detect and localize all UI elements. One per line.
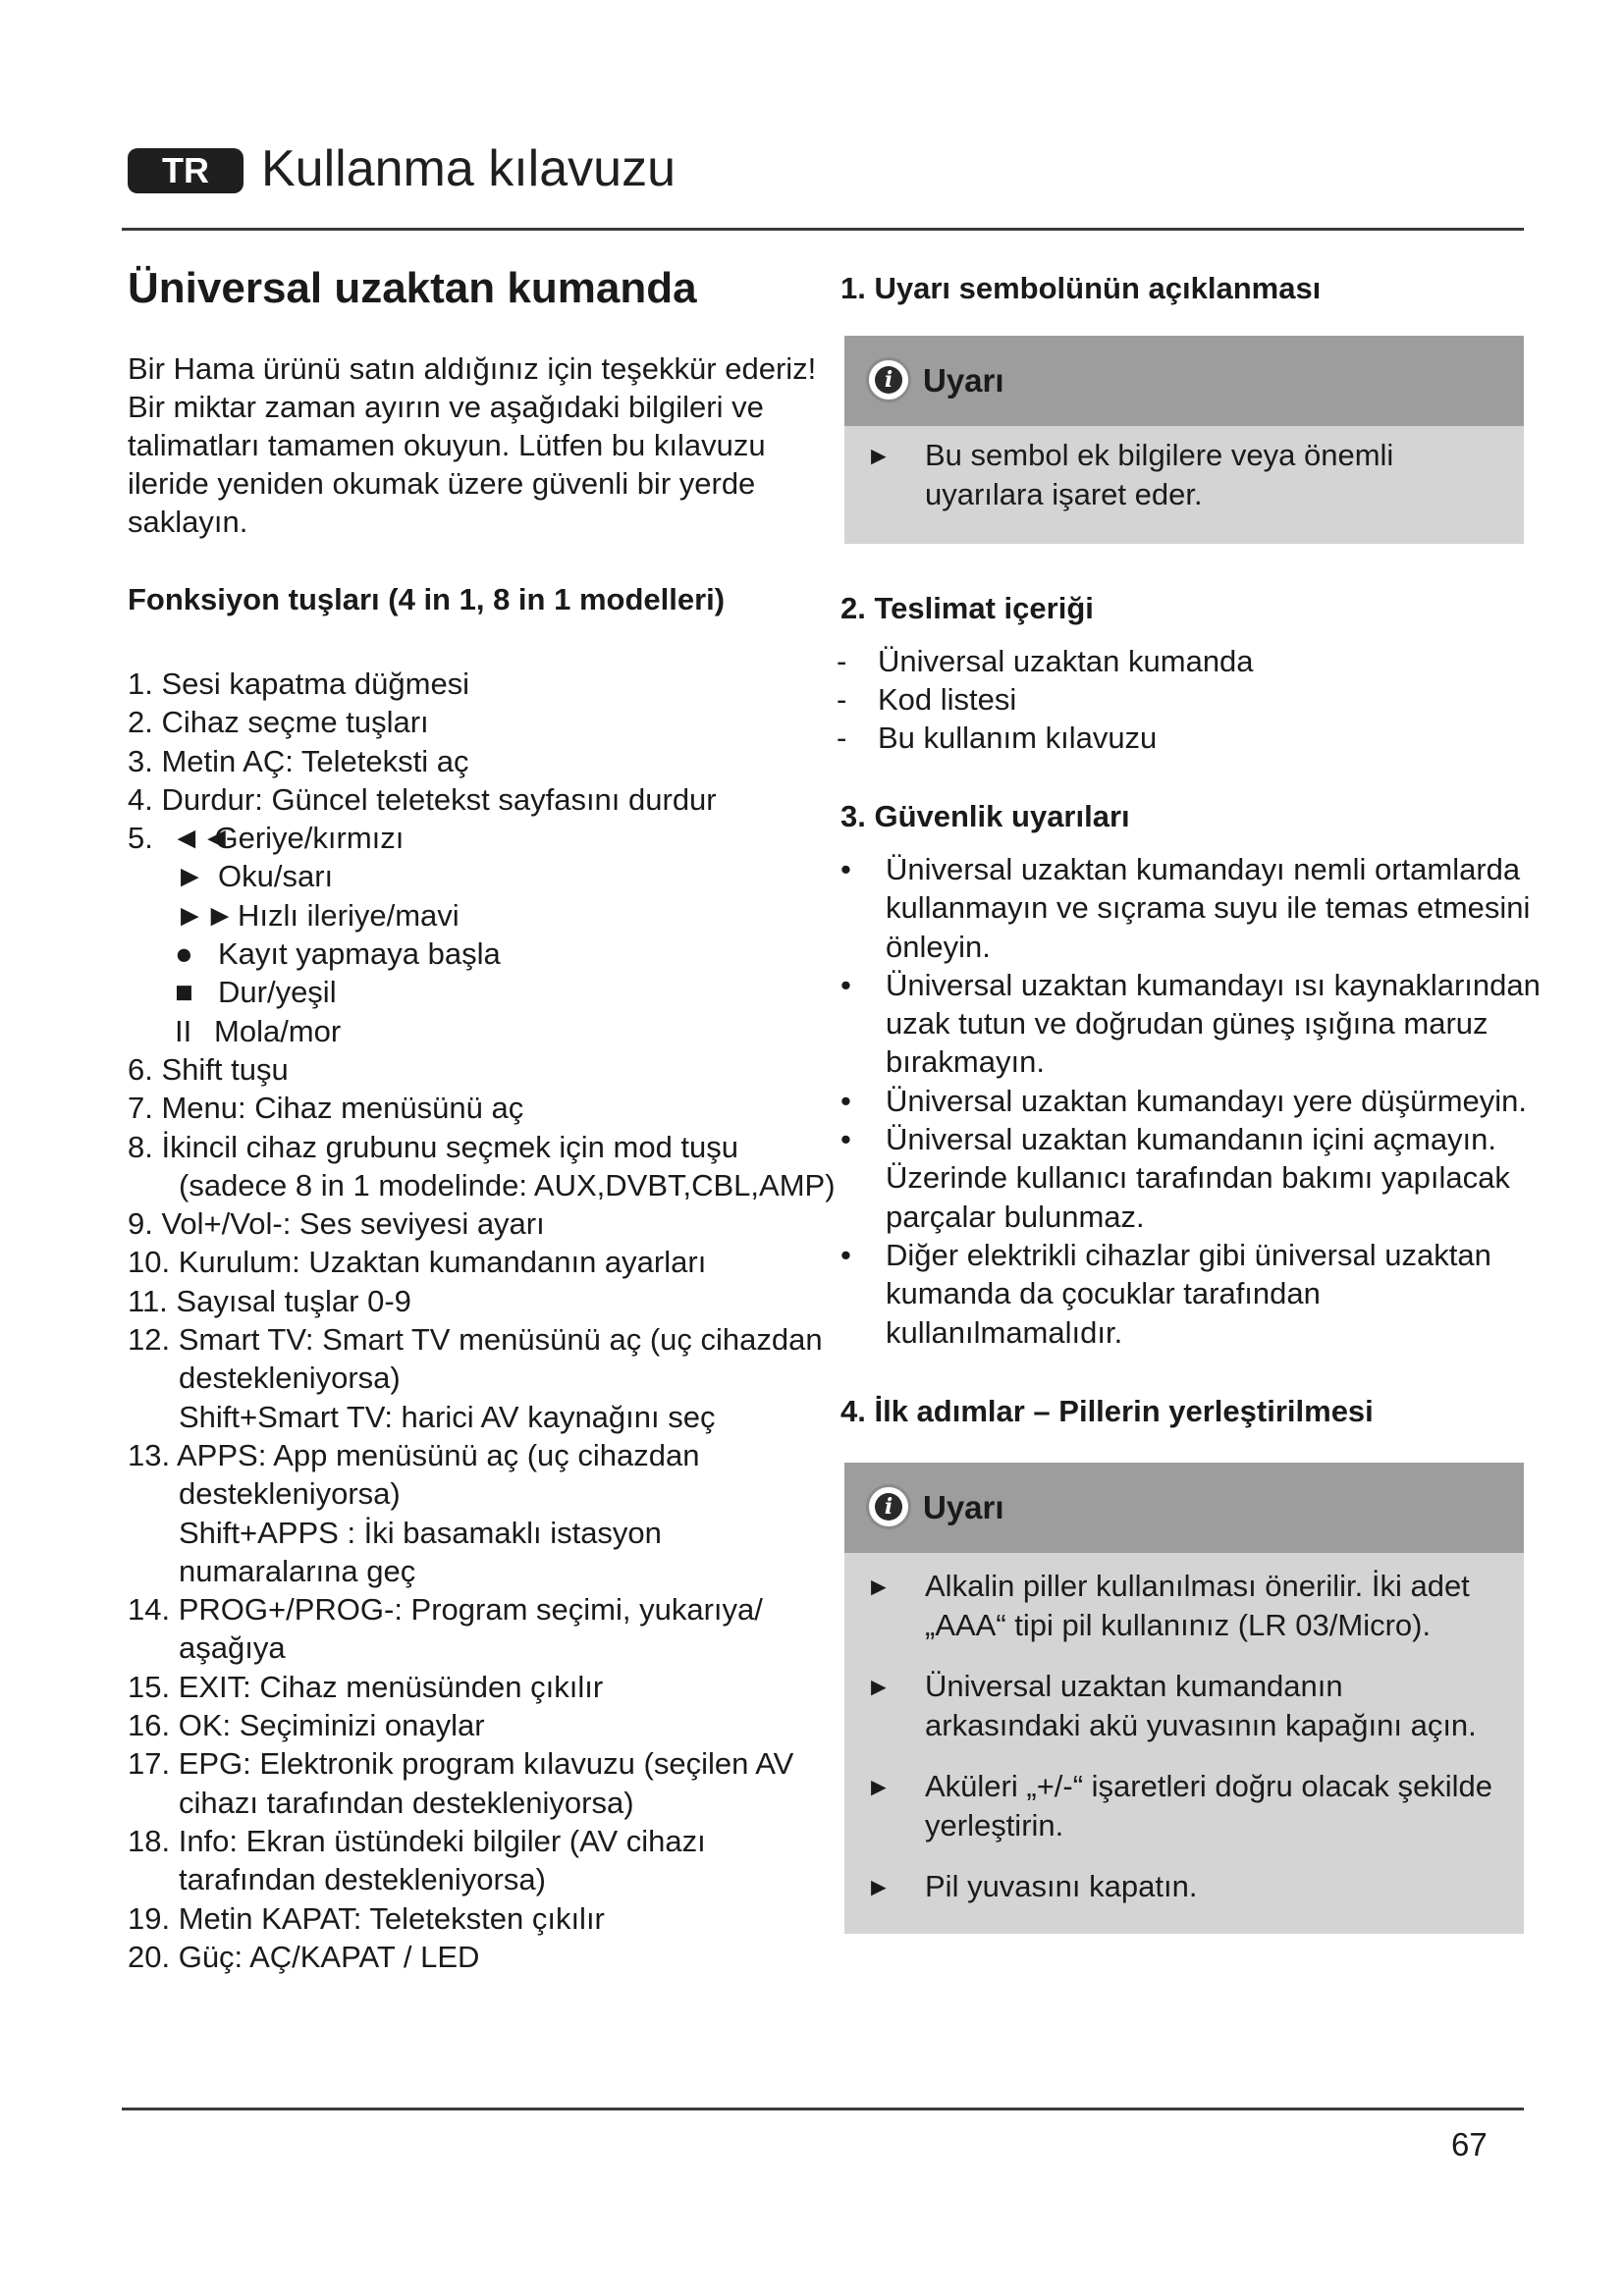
media-key-item: 5. ◄◄Geriye/kırmızı (128, 819, 893, 857)
list-item: • Üniversal uzaktan kumandanın içini açmayın. Üzerinde kullanıcı tarafından bakımı yapılacak parçalar bulunmaz. (840, 1122, 1510, 1234)
arrow-right-icon: ► (866, 1672, 892, 1701)
list-item: 13. APPS: App menüsünü aç (uç cihazdan (128, 1437, 700, 1472)
intro-instructions: Bir miktar zaman ayırın ve aşağıdaki bilgileri ve talimatları tamamen okuyun. Lütfen bu kılavuzu ileride yeniden okumak üzere güvenli bir yerde saklayın. (128, 390, 766, 539)
list-item: 12. Smart TV: Smart TV menüsünü aç (uç cihazdan (128, 1322, 823, 1358)
list-item: 2. Cihaz seçme tuşları (128, 705, 429, 740)
list-item: 9. Vol+/Vol-: Ses seviyesi ayarı (128, 1206, 545, 1242)
section-4-heading: 4. İlk adımlar – Pillerin yerleştirilmesi (840, 1394, 1374, 1428)
stop-icon: ■ (175, 975, 193, 1010)
arrow-right-icon: ► (866, 1572, 892, 1601)
note-item: ► Bu sembol ek bilgilere veya önemli uyarılara işaret eder. (866, 438, 1394, 511)
list-item: 15. EXIT: Cihaz menüsünden çıkılır (128, 1669, 604, 1704)
list-item: 18. Info: Ekran üstündeki bilgiler (AV cihazı (128, 1823, 706, 1858)
battery-note-box (844, 1463, 1524, 1934)
list-item: 11. Sayısal tuşlar 0-9 (128, 1283, 411, 1318)
note-item: ► Alkalin piller kullanılması önerilir. İki adet „AAA“ tipi pil kullanınız (LR 03/Micro). (866, 1569, 1470, 1642)
list-item: 8. İkincil cihaz grubunu seçmek için mod tuşu (128, 1129, 739, 1164)
record-icon: ● (175, 936, 193, 972)
list-item: 10. Kurulum: Uzaktan kumandanın ayarları (128, 1245, 707, 1280)
warning-note-box (844, 336, 1524, 544)
media-key-item: ■ Dur/yeşil (128, 973, 893, 1011)
list-item: 7. Menu: Cihaz menüsünü aç (128, 1091, 524, 1126)
list-item: tarafından destekleniyorsa) (179, 1862, 546, 1897)
media-key-item: ● Kayıt yapmaya başla (128, 934, 893, 973)
media-key-item: ►►Hızlı ileriye/mavi (128, 896, 893, 934)
language-badge: TR (128, 148, 244, 193)
info-icon: i (866, 357, 911, 402)
note-label: Uyarı (923, 362, 1004, 399)
note-header (844, 1463, 1524, 1553)
info-icon: i (866, 1484, 911, 1529)
list-item: • Üniversal uzaktan kumandayı yere düşürmeyin. (840, 1083, 1528, 1118)
list-item: - Üniversal uzaktan kumanda (837, 644, 1254, 678)
list-item: • Üniversal uzaktan kumandayı ısı kaynaklarından uzak tutun ve doğrudan güneş ışığına maruz bırakmayın. (840, 967, 1541, 1080)
pause-icon: II (175, 1013, 192, 1048)
intro-thanks: Bir Hama ürünü satın aldığınız için teşekkür ederiz! (128, 351, 817, 386)
play-icon: ► (175, 859, 205, 894)
page-number: 67 (1451, 2126, 1488, 2163)
media-key-item: ► Oku/sarı (128, 857, 893, 895)
list-item: cihazı tarafından destekleniyorsa) (179, 1785, 634, 1820)
section-2-heading: 2. Teslimat içeriği (840, 591, 1094, 625)
list-item: (sadece 8 in 1 modelinde: AUX,DVBT,CBL,AMP) (179, 1167, 836, 1202)
list-item: • Diğer elektrikli cihazlar gibi üniversal uzaktan kumanda da çocuklar tarafından kullanılmamalıdır. (840, 1237, 1491, 1350)
arrow-right-icon: ► (866, 1872, 892, 1901)
list-item: 19. Metin KAPAT: Teleteksten çıkılır (128, 1900, 605, 1936)
list-item: numaralarına geç (179, 1553, 416, 1588)
list-item: - Kod listesi (837, 682, 1017, 717)
main-title: Üniversal uzaktan kumanda (128, 264, 697, 312)
list-item: destekleniyorsa) (179, 1476, 401, 1512)
function-keys-list (128, 665, 893, 1976)
list-item: 20. Güç: AÇ/KAPAT / LED (128, 1939, 480, 1974)
list-item: Shift+Smart TV: harici AV kaynağını seç (179, 1399, 716, 1434)
note-item: ► Pil yuvasını kapatın. (844, 1867, 1524, 1906)
list-item: 1. Sesi kapatma düğmesi (128, 667, 470, 701)
media-key-item: II Mola/mor (128, 1012, 893, 1050)
list-item: destekleniyorsa) (179, 1361, 401, 1396)
page-header-title: Kullanma kılavuzu (261, 140, 676, 197)
list-item: Shift+APPS : İki basamaklı istasyon (179, 1515, 662, 1550)
list-item: 17. EPG: Elektronik program kılavuzu (seçilen AV (128, 1746, 794, 1782)
section-1-heading: 1. Uyarı sembolünün açıklanması (840, 271, 1322, 305)
note-label: Uyarı (923, 1489, 1004, 1525)
list-item: 4. Durdur: Güncel teletekst sayfasını durdur (128, 781, 717, 817)
header-divider (122, 228, 1524, 231)
function-keys-heading: Fonksiyon tuşları (4 in 1, 8 in 1 modelleri) (128, 582, 726, 616)
rewind-icon: ◄◄ (171, 821, 232, 856)
intro-text (128, 349, 854, 541)
delivery-contents-list (837, 642, 1524, 757)
list-item: - Bu kullanım kılavuzu (837, 721, 1158, 755)
note-header (844, 336, 1524, 426)
note-item: ► Aküleri „+/-“ işaretleri doğru olacak şekilde yerleştirin. (866, 1769, 1493, 1842)
arrow-right-icon: ► (866, 441, 892, 470)
arrow-right-icon: ► (866, 1772, 892, 1801)
list-item: 6. Shift tuşu (128, 1051, 289, 1087)
list-item: 3. Metin AÇ: Teleteksti aç (128, 743, 469, 778)
list-item: • Üniversal uzaktan kumandayı nemli ortamlarda kullanmayın ve sıçrama suyu ile temas etmesini önleyin. (840, 852, 1531, 964)
note-item: ► Üniversal uzaktan kumandanın arkasındaki akü yuvasının kapağını açın. (866, 1669, 1477, 1742)
safety-warnings-list (837, 850, 1543, 1352)
list-item: 14. PROG+/PROG-: Program seçimi, yukarıya/ (128, 1592, 763, 1628)
footer-divider (122, 2108, 1524, 2110)
fast-forward-icon: ►► (175, 897, 236, 933)
list-item: aşağıya (179, 1630, 286, 1666)
list-item: 16. OK: Seçiminizi onaylar (128, 1708, 485, 1743)
section-3-heading: 3. Güvenlik uyarıları (840, 799, 1130, 833)
